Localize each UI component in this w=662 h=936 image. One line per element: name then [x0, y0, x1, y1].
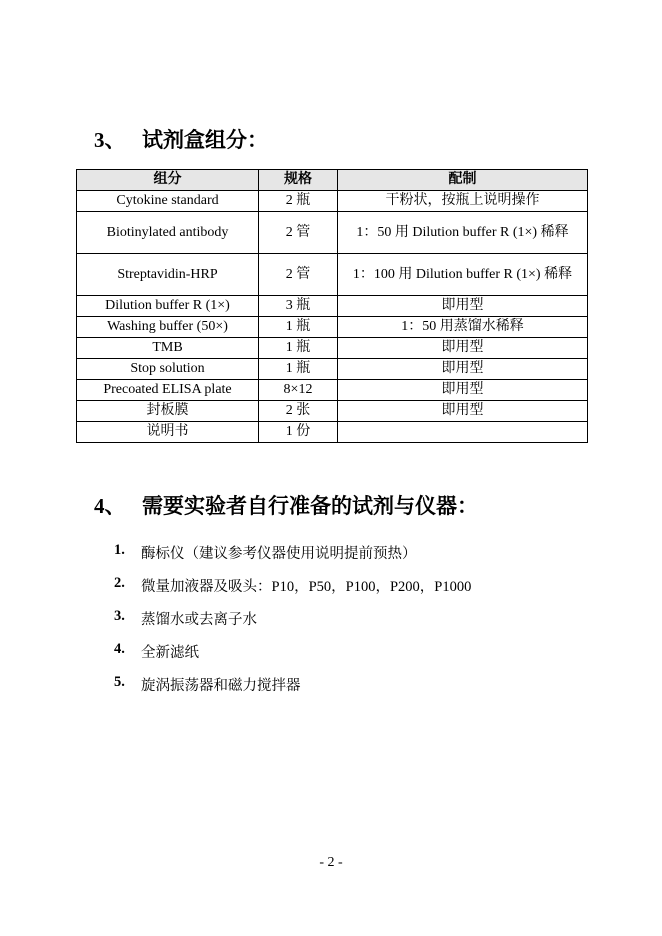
item-number: 5. [114, 674, 125, 690]
list-item [114, 608, 471, 641]
required-items-list [114, 542, 471, 707]
preparation-cell: 干粉状，按瓶上说明操作 [338, 191, 588, 212]
section-4-heading [94, 490, 478, 520]
spec-cell: 3 瓶 [259, 296, 338, 317]
column-header: 配制 [338, 170, 588, 191]
item-text: 蒸馏水或去离子水 [141, 612, 257, 628]
kit-components-table [76, 169, 588, 443]
preparation-cell: 即用型 [338, 359, 588, 380]
preparation-cell: 1：50 用蒸馏水稀释 [338, 317, 588, 338]
table-row [77, 212, 588, 254]
item-text: 全新滤纸 [141, 645, 199, 661]
item-number: 2. [114, 575, 125, 591]
preparation-cell: 1：100 用 Dilution buffer R (1×) 稀释 [338, 254, 588, 296]
component-cell: 封板膜 [77, 401, 259, 422]
spec-cell: 8×12 [259, 380, 338, 401]
component-cell: Biotinylated antibody [77, 212, 259, 254]
spec-cell: 1 瓶 [259, 317, 338, 338]
preparation-cell: 即用型 [338, 380, 588, 401]
preparation-cell [338, 422, 588, 443]
component-cell: 说明书 [77, 422, 259, 443]
component-cell: Stop solution [77, 359, 259, 380]
section-number: 3、 [94, 128, 126, 152]
spec-cell: 2 管 [259, 212, 338, 254]
section-3-heading [94, 124, 268, 154]
item-text: 酶标仪（建议参考仪器使用说明提前预热） [141, 546, 417, 562]
section-number: 4、 [94, 494, 126, 518]
table-header-row [77, 170, 588, 191]
component-cell: Washing buffer (50×) [77, 317, 259, 338]
component-cell: Dilution buffer R (1×) [77, 296, 259, 317]
table-row [77, 359, 588, 380]
spec-cell: 1 瓶 [259, 338, 338, 359]
table-row [77, 380, 588, 401]
preparation-cell: 即用型 [338, 296, 588, 317]
item-number: 4. [114, 641, 125, 657]
table-row [77, 191, 588, 212]
column-header: 规格 [259, 170, 338, 191]
spec-cell: 2 瓶 [259, 191, 338, 212]
spec-cell: 2 张 [259, 401, 338, 422]
item-number: 1. [114, 542, 125, 558]
spec-cell: 1 瓶 [259, 359, 338, 380]
list-item [114, 674, 471, 707]
component-cell: Precoated ELISA plate [77, 380, 259, 401]
preparation-cell: 1：50 用 Dilution buffer R (1×) 稀释 [338, 212, 588, 254]
table-row [77, 338, 588, 359]
section-title: 试剂盒组分： [142, 128, 268, 152]
spec-cell: 2 管 [259, 254, 338, 296]
page-number: - 2 - [319, 855, 343, 870]
item-text: 微量加液器及吸头：P10，P50，P100，P200，P1000 [141, 579, 472, 595]
component-cell: Streptavidin-HRP [77, 254, 259, 296]
table-row [77, 422, 588, 443]
table-row [77, 296, 588, 317]
table-row [77, 401, 588, 422]
preparation-cell: 即用型 [338, 401, 588, 422]
column-header: 组分 [77, 170, 259, 191]
item-number: 3. [114, 608, 125, 624]
list-item [114, 575, 471, 608]
spec-cell: 1 份 [259, 422, 338, 443]
table-row [77, 254, 588, 296]
list-item [114, 542, 471, 575]
component-cell: Cytokine standard [77, 191, 259, 212]
list-item [114, 641, 471, 674]
item-text: 旋涡振荡器和磁力搅拌器 [141, 678, 301, 694]
component-cell: TMB [77, 338, 259, 359]
preparation-cell: 即用型 [338, 338, 588, 359]
section-title: 需要实验者自行准备的试剂与仪器： [142, 494, 478, 518]
table-row [77, 317, 588, 338]
